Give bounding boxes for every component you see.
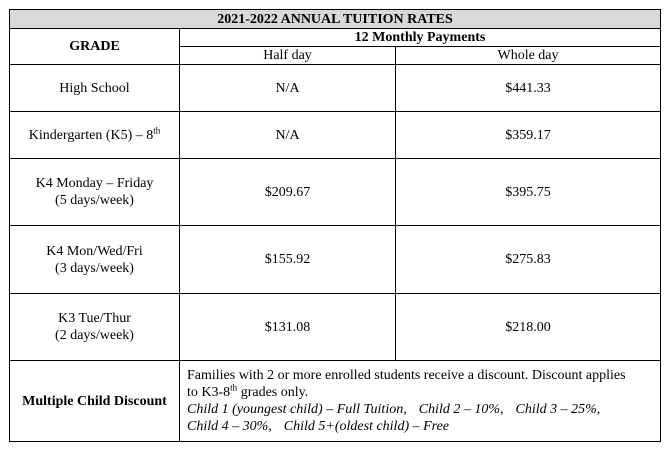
table-row <box>10 65 661 112</box>
child4-rate: Child 4 – 30%, <box>187 419 272 434</box>
grade-label: Kindergarten (K5) – 8 <box>28 127 154 143</box>
whole-day-cell: $218.00 <box>396 294 661 361</box>
tuition-rates-table <box>9 9 661 442</box>
grade-label: K4 Monday – Friday <box>35 176 154 191</box>
discount-grades-suffix: grades only. <box>237 385 309 400</box>
grade-cell <box>10 65 180 112</box>
discount-grades-prefix: to K3-8 <box>187 385 231 400</box>
grade-label: High School <box>59 80 130 96</box>
grade-cell <box>10 159 180 226</box>
grade-cell <box>10 112 180 159</box>
grade-label: K4 Mon/Wed/Fri <box>46 243 143 259</box>
discount-text-line1: Families with 2 or more enrolled students receive a discount. Discount applies <box>187 368 626 383</box>
grade-cell <box>10 294 180 361</box>
table-title: 2021-2022 ANNUAL TUITION RATES <box>10 10 661 29</box>
half-day-header: Half day <box>180 47 396 65</box>
grade-ordinal-suffix: th <box>153 124 161 135</box>
table-row <box>10 294 661 361</box>
discount-description <box>180 361 661 442</box>
table-row <box>10 226 661 294</box>
half-day-cell: $155.92 <box>180 226 396 294</box>
tuition-table-wrapper <box>9 9 661 442</box>
monthly-payments-header: 12 Monthly Payments <box>180 29 661 47</box>
whole-day-cell: $441.33 <box>396 65 661 112</box>
child1-rate: Child 1 (youngest child) – Full Tuition, <box>187 402 407 417</box>
discount-children-line2 <box>187 418 656 435</box>
grade-sublabel: (2 days/week) <box>55 328 134 343</box>
table-row <box>10 159 661 226</box>
table-title-row <box>10 10 661 29</box>
half-day-cell: $209.67 <box>180 159 396 226</box>
table-row <box>10 112 661 159</box>
discount-grades-suffix-sup: th <box>230 382 238 393</box>
whole-day-header: Whole day <box>396 47 661 65</box>
header-row <box>10 29 661 47</box>
grade-label: K3 Tue/Thur <box>58 311 131 326</box>
child3-rate: Child 3 – 25%, <box>515 402 601 417</box>
discount-text-line2 <box>187 384 656 401</box>
child5-rate: Child 5+(oldest child) – Free <box>283 419 450 434</box>
discount-label: Multiple Child Discount <box>10 361 180 442</box>
whole-day-cell: $359.17 <box>396 112 661 159</box>
discount-children-line1 <box>187 401 656 418</box>
whole-day-cell: $275.83 <box>396 226 661 294</box>
half-day-cell: N/A <box>180 65 396 112</box>
grade-sublabel: (3 days/week) <box>55 260 134 276</box>
half-day-cell: N/A <box>180 112 396 159</box>
half-day-cell: $131.08 <box>180 294 396 361</box>
grade-sublabel: (5 days/week) <box>55 193 134 208</box>
whole-day-cell: $395.75 <box>396 159 661 226</box>
discount-row <box>10 361 661 442</box>
grade-cell <box>10 226 180 294</box>
grade-column-header: GRADE <box>10 29 180 65</box>
child2-rate: Child 2 – 10%, <box>418 402 504 417</box>
